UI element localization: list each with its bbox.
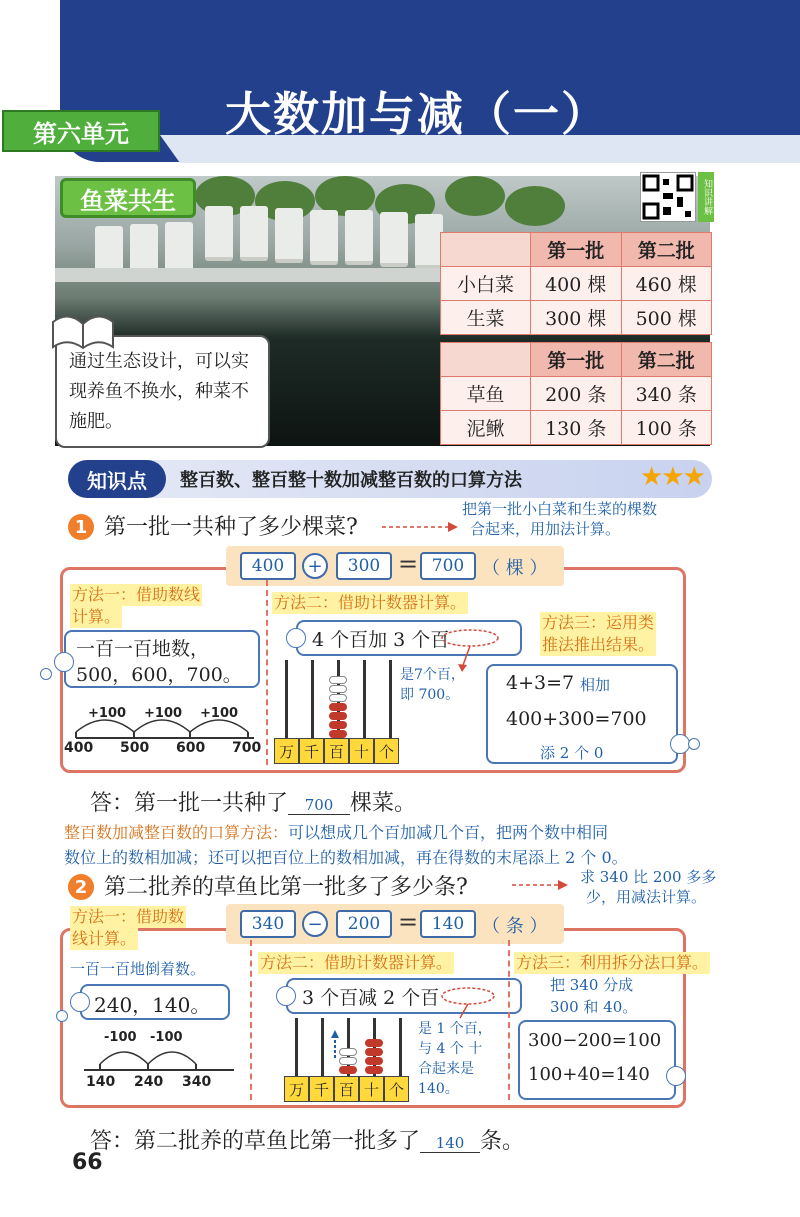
difficulty-stars: ★★★: [640, 462, 704, 492]
unit-tag: 第六单元: [2, 110, 160, 152]
rule-text: 整百数加减整百数的口算方法：可以想成几个百加减几个百，把两个数中相同 数位上的数相加减；还可以把百位上的数相加减，再在得数的末尾添上 2 个 0。: [64, 823, 628, 867]
qr-label: 知识讲解: [698, 172, 714, 222]
tick-label: 240: [134, 1074, 164, 1090]
method-label: 方法一：借助数线: [72, 585, 201, 604]
minuend-box: 340: [240, 910, 296, 938]
method-label: 方法一：借助数: [72, 907, 185, 926]
hint-line: 求 340 比 200 多多: [580, 868, 717, 886]
result-box: 700: [420, 552, 476, 580]
step-label: +100: [200, 706, 239, 721]
equals-sign: =: [398, 908, 419, 936]
split-line: 300−200=100: [528, 1030, 662, 1051]
analogy-line: 4+3=7: [506, 672, 575, 694]
vegetable-table: 第一批 第二批 小白菜 400 棵 460 棵 生菜 300 棵 500 棵: [440, 232, 712, 335]
arrow-right-icon: [380, 520, 460, 534]
tick-label: 500: [120, 740, 150, 756]
tick-label: 600: [176, 740, 206, 756]
step-label: +100: [144, 706, 183, 721]
result-box: 140: [420, 910, 476, 938]
tick-label: 140: [86, 1074, 116, 1090]
split-note: 把 340 分成: [550, 976, 634, 994]
counter-places: 万 千 百 十 个: [284, 1076, 409, 1102]
question-number: 1: [68, 514, 94, 540]
method-label: 方法二：借助计数器计算。: [260, 953, 453, 972]
thought-bubble: 240，140。: [80, 984, 230, 1020]
counter-note: 合起来是: [418, 1061, 474, 1077]
thought-bubble: 一百一百地数， 500，600，700。: [64, 630, 260, 688]
plus-sign: +: [302, 553, 328, 579]
step-label: -100: [150, 1030, 183, 1045]
answer-line: 答：第二批养的草鱼比第一批多了 140 条。: [90, 1129, 525, 1154]
subtrahend-box: 200: [336, 910, 392, 938]
fish-table: 第一批 第二批 草鱼 200 条 340 条 泥鳅 130 条 100 条: [440, 342, 712, 445]
split-note: 300 和 40。: [550, 998, 638, 1016]
knowledge-title: 整百数、整百整十数加减整百数的口算方法: [180, 470, 522, 491]
arrow-right-icon: [510, 878, 570, 892]
question-text: 第二批养的草鱼比第一批多了多少条?: [104, 875, 468, 900]
counter-note: 与 4 个 十: [418, 1041, 483, 1057]
tick-label: 340: [182, 1074, 212, 1090]
hint-line: 把第一批小白菜和生菜的棵数: [462, 500, 658, 518]
addend-box: 400: [240, 552, 296, 580]
hint-line: 少，用减法计算。: [586, 888, 707, 906]
analogy-note: 添 2 个 0: [540, 744, 604, 762]
method-label: 方法三：运用类: [542, 613, 655, 632]
analogy-note: 相加: [580, 676, 611, 694]
question-number: 2: [68, 874, 94, 900]
method-label: 方法二：借助计数器计算。: [274, 593, 467, 612]
page-number: 66: [72, 1150, 103, 1175]
question-text: 第一批一共种了多少棵菜?: [104, 515, 358, 540]
knowledge-badge: 知识点: [68, 460, 166, 498]
section-tag: 鱼菜共生: [60, 178, 196, 218]
addend-box: 300: [336, 552, 392, 580]
qr-code-icon[interactable]: [640, 172, 696, 222]
counter-note: 即 700。: [400, 687, 460, 703]
unit-label: （ 条 ）: [482, 916, 548, 937]
note-box: 通过生态设计，可以实现养鱼不换水，种菜不施肥。: [55, 335, 270, 448]
answer-line: 答：第一批一共种了 700 棵菜。: [90, 791, 417, 816]
step-label: +100: [88, 706, 127, 721]
analogy-line: 400+300=700: [506, 708, 647, 730]
tick-label: 700: [232, 740, 262, 756]
unit-label: （ 棵 ）: [482, 558, 548, 579]
tick-label: 400: [64, 740, 94, 756]
page-title: 大数加与减（一）: [225, 87, 609, 141]
minus-sign: −: [302, 911, 328, 937]
dotted-pointer: [440, 984, 510, 1024]
counter-note: 是 1 个百，: [418, 1021, 492, 1037]
q2-equation: [226, 904, 564, 944]
open-book-icon: [48, 302, 118, 352]
answer-blank[interactable]: 140: [420, 1134, 480, 1153]
step-label: -100: [104, 1030, 137, 1045]
thought-bubble: 3 个百减 2 个百: [286, 978, 522, 1014]
method-label: 推法推出结果。: [542, 635, 655, 654]
counter-note: 140。: [418, 1081, 459, 1097]
method-label: 计算。: [72, 607, 121, 626]
arrow-up-icon: [330, 1030, 340, 1060]
equals-sign: =: [398, 550, 419, 578]
method-label: 线计算。: [72, 929, 137, 948]
q1-equation: [226, 546, 564, 586]
answer-blank[interactable]: 700: [288, 796, 350, 815]
method-sub: 一百一百地倒着数。: [70, 960, 206, 978]
split-line: 100+40=140: [528, 1064, 650, 1085]
counter-note: 是7个百，: [400, 667, 465, 683]
thought-bubble: 4 个百加 3 个百: [296, 620, 522, 656]
counter-places: 万 千 百 十 个: [274, 738, 399, 764]
method-label: 方法三：利用拆分法口算。: [516, 953, 709, 972]
hint-line: 合起来，用加法计算。: [470, 520, 621, 538]
